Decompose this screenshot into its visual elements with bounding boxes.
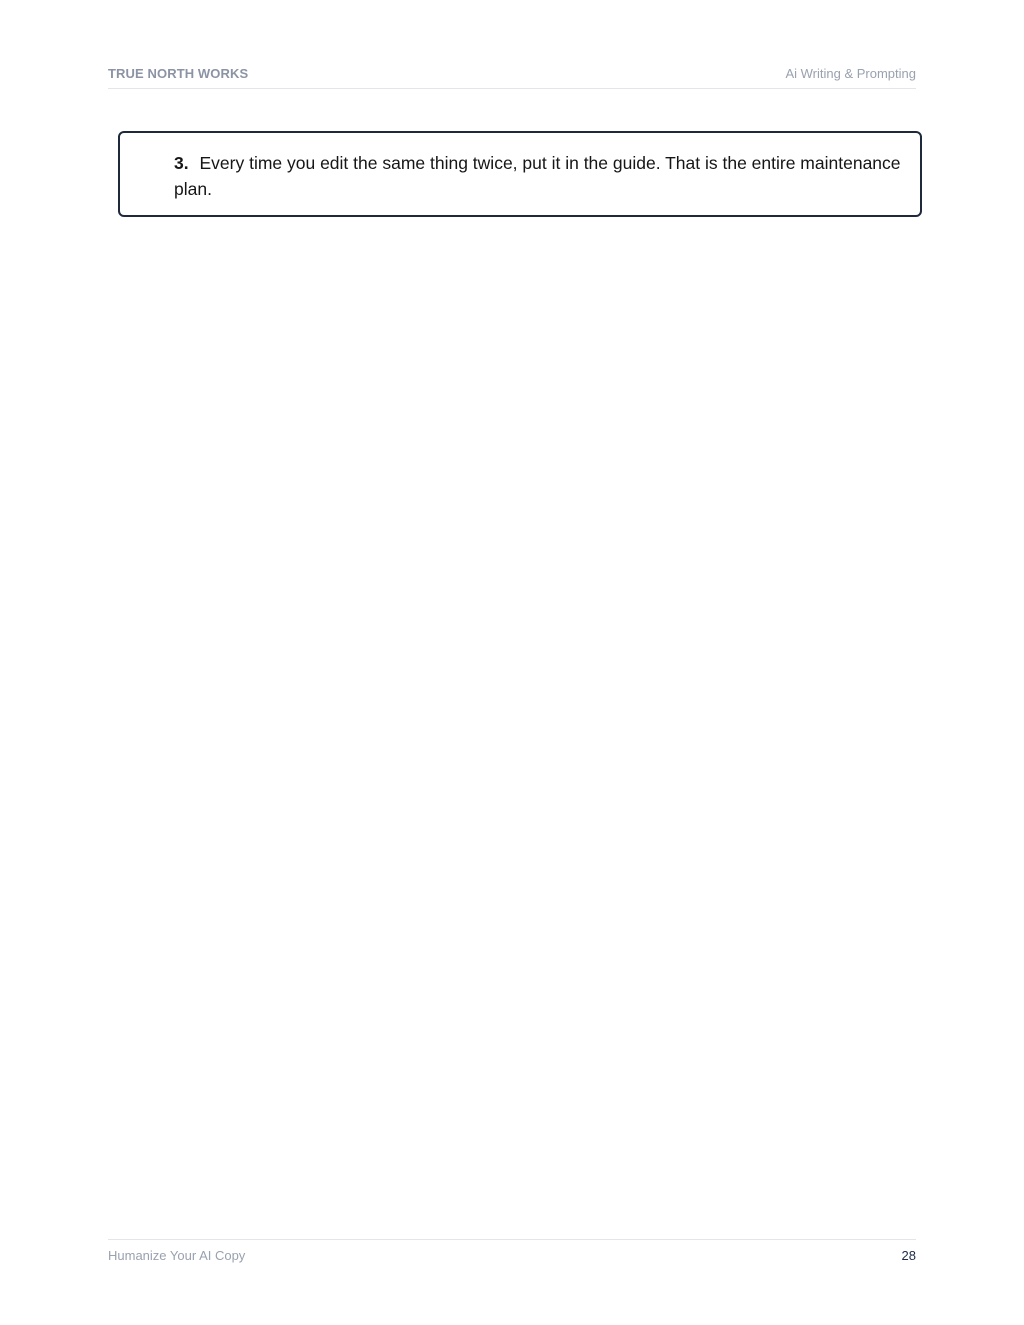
callout-list-item bbox=[174, 150, 909, 202]
page-footer bbox=[108, 1239, 916, 1270]
page-number: 28 bbox=[901, 1248, 916, 1263]
page-header bbox=[108, 62, 916, 89]
footer-document-title: Humanize Your AI Copy bbox=[108, 1248, 246, 1263]
header-brand: TRUE NORTH WORKS bbox=[108, 66, 249, 81]
list-item-number: 3. bbox=[174, 153, 189, 173]
list-item-text: Every time you edit the same thing twice, put it in the guide. That is the entire maintenance plan. bbox=[174, 153, 901, 199]
callout-box bbox=[118, 131, 922, 217]
header-section-title: Ai Writing & Prompting bbox=[785, 66, 916, 81]
